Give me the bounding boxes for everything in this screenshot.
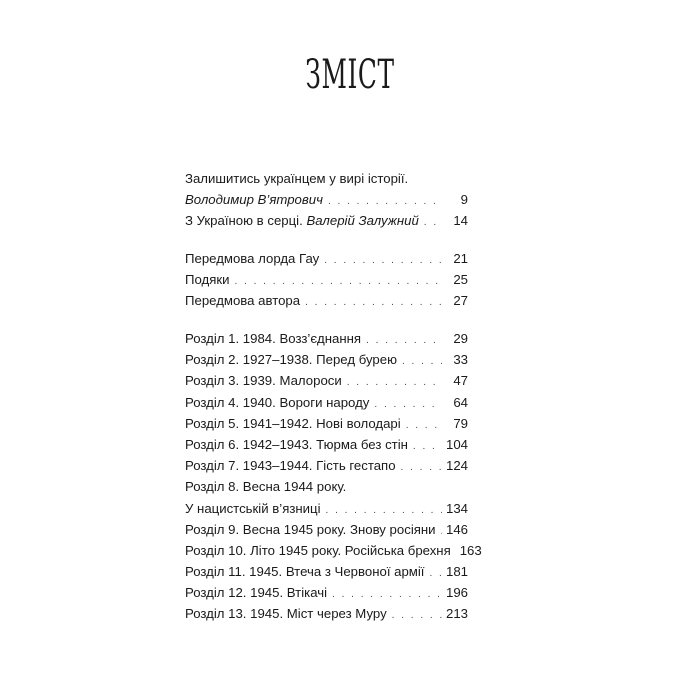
toc-page-number: 64 — [453, 394, 468, 410]
toc-page-number: 29 — [453, 331, 468, 346]
toc-entry-line — [185, 476, 468, 497]
toc-entry[interactable] — [185, 455, 468, 476]
leader-dots — [305, 292, 442, 313]
leader-dots — [401, 457, 442, 478]
toc-page-number: 213 — [445, 606, 468, 622]
toc-entry-label: У нацистській в’язниці — [185, 500, 321, 516]
toc-entry[interactable] — [185, 540, 482, 561]
toc-entry[interactable] — [185, 582, 468, 603]
toc-page-number: 47 — [453, 373, 468, 389]
leader-dots — [406, 415, 442, 436]
toc-entry-label: Розділ 11. 1945. Втеча з Червоної армії — [185, 564, 425, 580]
toc-page-number: 134 — [445, 500, 468, 516]
toc-entry-author: Володимир В’ятрович — [185, 192, 323, 208]
leader-dots — [402, 351, 442, 372]
leader-dots — [424, 212, 442, 233]
toc-entry-label: Розділ 13. 1945. Міст через Муру — [185, 606, 387, 622]
toc-page-number: 196 — [445, 585, 468, 601]
toc-entry-label: Передмова автора — [185, 293, 301, 309]
toc-entry-label — [185, 210, 419, 231]
toc-page-number: 124 — [445, 458, 468, 474]
toc-entry[interactable] — [185, 370, 468, 391]
toc-page-number: 146 — [445, 521, 468, 537]
toc-entry-label: Розділ 7. 1943–1944. Гість гестапо — [185, 458, 396, 474]
toc-entry[interactable] — [185, 603, 468, 624]
leader-dots — [324, 250, 442, 271]
toc-page-number: 181 — [445, 564, 468, 580]
toc-entry-label: Передмова лорда Гау — [185, 251, 320, 266]
toc-entry-label: Розділ 9. Весна 1945 року. Знову росіяни — [185, 521, 436, 537]
toc-entry-label: Розділ 6. 1942–1943. Тюрма без стін — [185, 436, 408, 452]
toc-entry[interactable] — [185, 290, 468, 311]
toc-entry[interactable] — [185, 269, 468, 290]
leader-dots — [347, 372, 442, 393]
toc-entry-label: Залишитись українцем у вирі історії. — [185, 171, 409, 186]
toc-entry[interactable] — [185, 561, 468, 582]
toc-page-number: 21 — [453, 251, 468, 266]
toc-entry[interactable] — [185, 328, 468, 349]
toc-front-group — [185, 248, 468, 312]
toc-entry[interactable] — [185, 248, 468, 269]
leader-dots — [429, 563, 442, 584]
toc-page-number: 25 — [453, 272, 468, 288]
toc-entry[interactable] — [185, 349, 468, 370]
toc-entry-label: Розділ 8. Весна 1944 року. — [185, 479, 347, 495]
toc-entry-label: Розділ 2. 1927–1938. Перед бурею — [185, 352, 397, 368]
toc-page-number: 79 — [453, 415, 468, 431]
toc-entry-line — [185, 168, 468, 189]
leader-dots — [413, 436, 442, 457]
toc-entry[interactable] — [185, 210, 468, 231]
toc-entry[interactable] — [185, 519, 468, 540]
leader-dots — [441, 521, 442, 542]
toc-entry-label: Розділ 4. 1940. Вороги народу — [185, 394, 370, 410]
toc-entry-label: Розділ 3. 1939. Малороси — [185, 373, 342, 389]
toc-page-number: 9 — [460, 192, 468, 208]
toc-entry-label: Розділ 10. Літо 1945 року. Російська брехня — [185, 542, 451, 558]
leader-dots — [366, 330, 442, 351]
toc-entry-author: Валерій Залужний — [306, 213, 419, 229]
toc-page-number: 104 — [445, 436, 468, 452]
leader-dots — [332, 584, 442, 605]
leader-dots — [392, 605, 442, 626]
toc-page-number: 14 — [453, 213, 468, 229]
toc-entry[interactable] — [185, 392, 468, 413]
leader-dots — [326, 500, 442, 521]
toc-chapters-group — [185, 328, 482, 625]
page-title: ЗМІСТ — [305, 52, 395, 98]
toc-entry[interactable] — [185, 498, 468, 519]
toc-entry[interactable] — [185, 413, 468, 434]
leader-dots — [235, 271, 443, 292]
toc-entry[interactable] — [185, 434, 468, 455]
toc-page-number: 27 — [453, 293, 468, 309]
toc-entry-label: Подяки — [185, 272, 230, 288]
toc-entry-label: Розділ 5. 1941–1942. Нові володарі — [185, 415, 401, 431]
toc-entry-text: З Україною в серці. — [185, 213, 303, 229]
toc-entry-label: Розділ 1. 1984. Возз’єднання — [185, 331, 362, 346]
toc-page-number: 163 — [459, 542, 482, 558]
toc-entry[interactable] — [185, 189, 468, 210]
leader-dots — [374, 394, 442, 415]
leader-dots — [328, 191, 442, 212]
toc-intro-group — [185, 168, 468, 232]
toc-entry-label: Розділ 12. 1945. Втікачі — [185, 585, 328, 601]
toc-page-number: 33 — [453, 352, 468, 368]
